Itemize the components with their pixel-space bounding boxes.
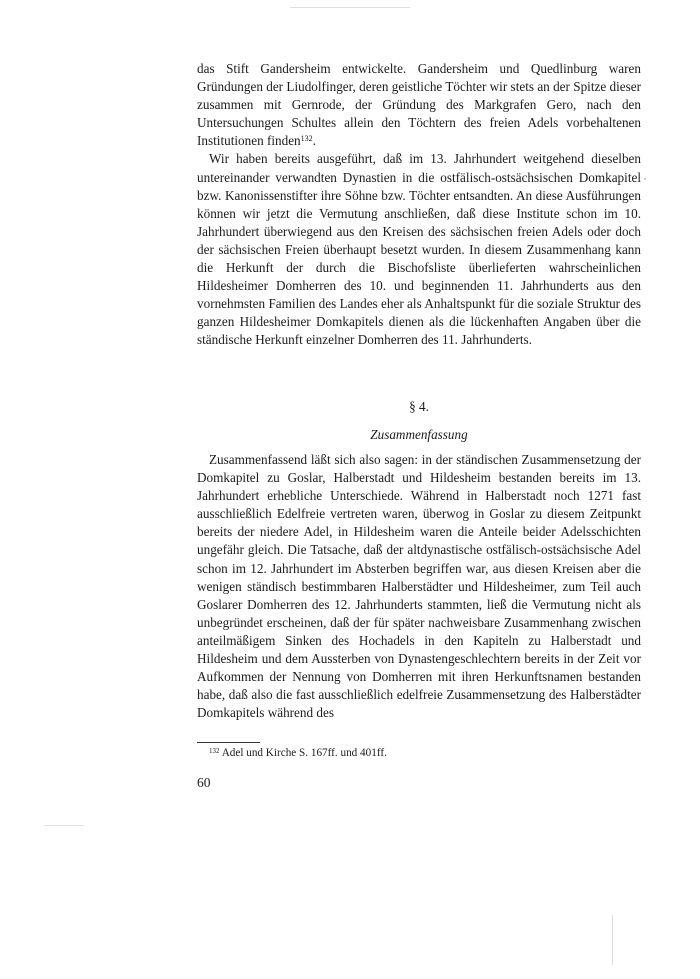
footnote-divider — [197, 742, 260, 743]
scan-speck — [612, 915, 613, 965]
body-text-bottom — [197, 451, 641, 722]
footnote-reference[interactable]: 132 — [300, 134, 313, 144]
footnote — [209, 746, 387, 760]
scan-speck — [644, 178, 646, 180]
scan-speck — [290, 7, 410, 8]
footnote-text: Adel und Kirche S. 167ff. und 401ff. — [221, 747, 387, 759]
section-number: § 4. — [409, 399, 429, 414]
scan-speck — [44, 825, 84, 826]
page-number: 60 — [197, 775, 211, 790]
footnote-number: 132 — [209, 747, 220, 755]
paragraph: Wir haben bereits ausgeführt, daß im 13. Jahrhundert weitgehend dieselben untereinander verwandten Dynastien in die ostfälisch-ostsächsischen Domkapitel bzw. Kanonissenstifter ihre Söhne bzw. Töchter entsandten. An diese Ausführungen können wir jetzt die Vermutung anschließen, daß diese Institute schon im 10. Jahrhundert überwiegend aus den Kreisen des sächsischen freien Adels oder doch der sächsischen Freien überhaupt besetzt wurden. In diesem Zusammenhang kann die Herkunft der durch die Bischofsliste überlieferten wahrscheinlichen Hildesheimer Domherren des 10. und beginnenden 11. Jahrhunderts aus den vornehmsten Familien des Landes eher als Anhaltspunkt für die soziale Struktur des ganzen Hildesheimer Domkapitels dienen als die lückenhaften Angaben über die ständische Herkunft einzelner Domherren des 11. Jahrhunderts. — [197, 151, 641, 348]
paragraph: das Stift Gandersheim entwickelte. Gandersheim und Quedlinburg waren Gründungen der Liudolfinger, deren geistliche Töchter wir stets an der Spitze dieser zusammen mit Gernrode, der Gründung des Markgrafen Gero, nach den Untersuchungen Schultes allein den Töchtern des freien Adels vorbehaltenen Institutionen finden$^{132}$. — [197, 61, 641, 149]
body-text-top — [197, 60, 641, 350]
paragraph: Zusammenfassend läßt sich also sagen: in der ständischen Zusammensetzung der Domkapitel zu Goslar, Halberstadt und Hildesheim bestanden bereits im 13. Jahrhundert erhebliche Unterschiede. Während in Halberstadt noch 1271 fast ausschließlich Edelfreie vertreten waren, überwog in Goslar zu diesem Zeitpunkt bereits der niedere Adel, in Hildesheim waren die Anteile beider Adelsschichten ungefähr gleich. Die Tatsache, daß der altdynastische ostfälisch-ostsächsische Adel schon im 12. Jahrhundert im Absterben begriffen war, aus diesen Kreisen aber die wenigen ständisch bestimmbaren Halberstädter und Hildesheimer, zum Teil auch Goslarer Domherren des 12. Jahrhunderts stammten, ließ die Vermutung nicht als unbegründet erscheinen, daß der für später nachweisbare Zusammenhang zwischen anteilmäßigem Sinken des Hochadels in den Kapiteln zu Halberstadt und Hildesheim und dem Aussterben von Dynastengeschlechtern bereits in der Zeit vor Aufkommen der Nennung von Domherren mit ihren Herkunftsnamen bestanden habe, daß also die fast ausschließlich edelfreie Zusammensetzung des Halberstädter Domkapitels während des — [197, 452, 641, 721]
section-title: Zusammenfassung — [370, 427, 468, 442]
